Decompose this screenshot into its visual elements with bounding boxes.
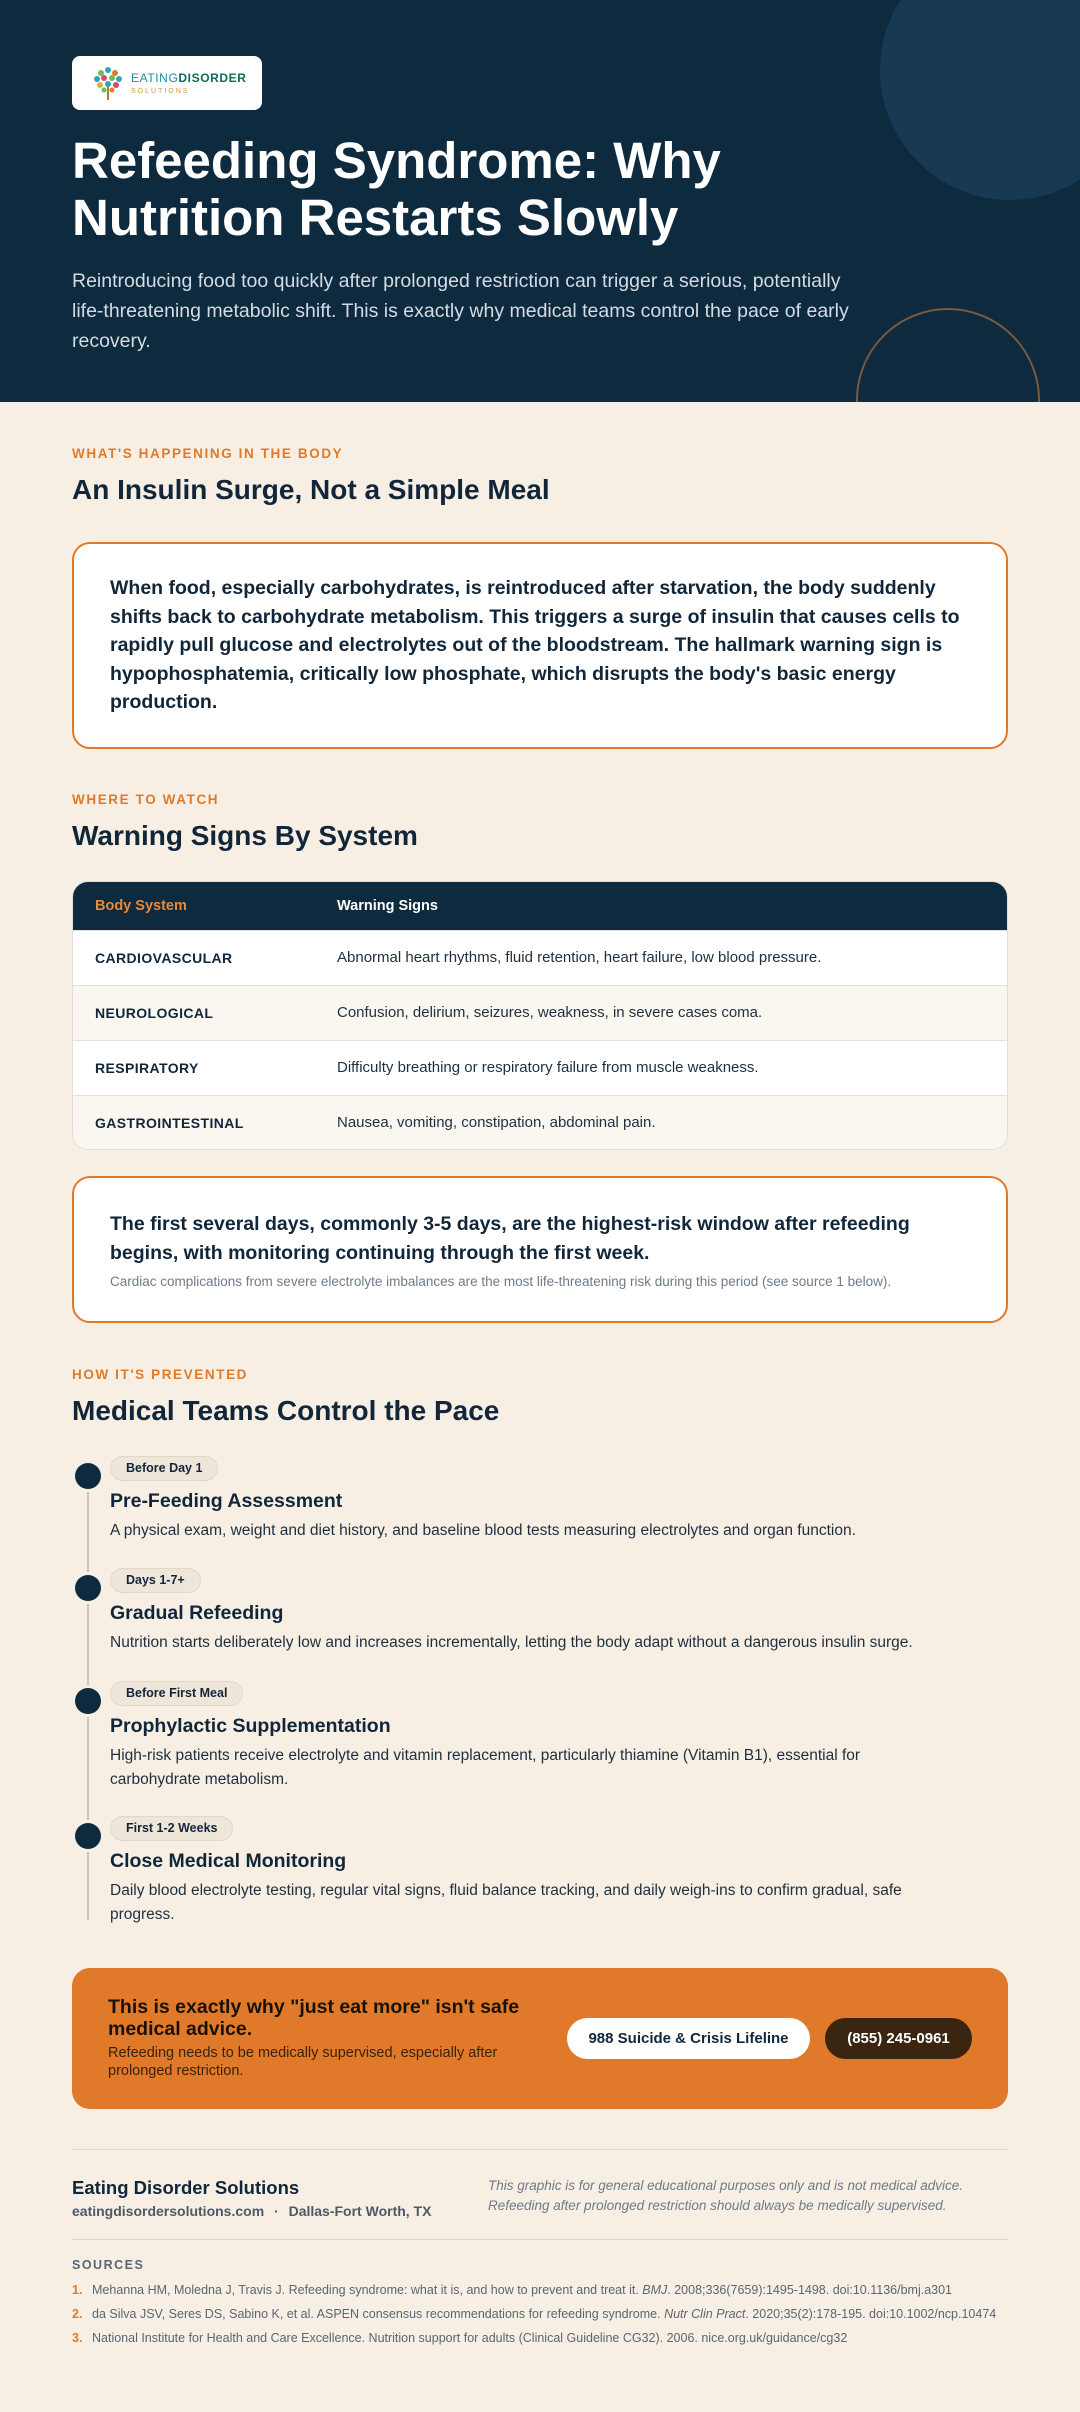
timeline-dot <box>75 1688 101 1714</box>
table-row <box>73 985 1007 1040</box>
source-item: 2. da Silva JSV, Seres DS, Sabino K, et al. ASPEN consensus recommendations for refeeding syndrome. Nutr Clin Pract. 2020;35(2):178-195. doi:10.1002/ncp.10474 <box>72 2307 997 2321</box>
page-title: Refeeding Syndrome: Why Nutrition Restarts Slowly <box>72 132 721 246</box>
section-kicker-watch: WHERE TO WATCH <box>72 792 220 807</box>
row-signs: Abnormal heart rhythms, fluid retention, heart failure, low blood pressure. <box>337 949 822 966</box>
footer-website-link[interactable]: eatingdisordersolutions.com <box>72 2203 265 2219</box>
footer-disclaimer: This graphic is for general educational purposes only and is not medical advice. Refeeding after prolonged restriction should always be medically supervised. <box>488 2178 964 2213</box>
section-title-insulin: An Insulin Surge, Not a Simple Meal <box>72 474 550 505</box>
cta-banner <box>72 1968 1008 2109</box>
row-signs: Difficulty breathing or respiratory failure from muscle weakness. <box>337 1059 759 1076</box>
row-system: RESPIRATORY <box>95 1060 199 1076</box>
table-row <box>73 1040 1007 1095</box>
logo-subtitle: SOLUTIONS <box>131 88 190 95</box>
crisis-lifeline-button[interactable]: 988 Suicide & Crisis Lifeline <box>567 2018 810 2059</box>
section-kicker-prevented: HOW IT'S PREVENTED <box>72 1367 249 1382</box>
section-title-warning-signs: Warning Signs By System <box>72 820 418 851</box>
row-system: NEUROLOGICAL <box>95 1005 214 1021</box>
column-header-body-system: Body System <box>95 898 187 914</box>
column-header-warning-signs: Warning Signs <box>337 898 438 914</box>
timeline-badge: First 1-2 Weeks <box>110 1816 233 1841</box>
timeline-badge: Before Day 1 <box>110 1456 218 1481</box>
warning-signs-table <box>72 881 1008 1150</box>
footer-separator: · <box>274 2203 279 2219</box>
cta-subtitle: Refeeding needs to be medically supervised, especially after prolonged restriction. <box>108 2045 498 2079</box>
timeline-step-title: Pre-Feeding Assessment <box>110 1490 343 1512</box>
tree-logo-icon <box>90 64 126 102</box>
row-system: GASTROINTESTINAL <box>95 1115 244 1131</box>
table-header <box>73 882 1007 930</box>
source-item: 1. Mehanna HM, Moledna J, Travis J. Refeeding syndrome: what it is, and how to prevent and treat it. BMJ. 2008;336(7659):1495-1498. doi:10.1136/bmj.a301 <box>72 2283 952 2297</box>
cta-title: This is exactly why "just eat more" isn't safe medical advice. <box>108 1996 520 2040</box>
brand-logo <box>72 56 262 110</box>
hero-intro: Reintroducing food too quickly after prolonged restriction can trigger a serious, potentially life-threatening metabolic shift. This is exactly why medical teams control the pace of early recovery. <box>72 270 849 352</box>
timeline-step-desc: Nutrition starts deliberately low and increases incrementally, letting the body adapt without a dangerous insulin surge. <box>110 1634 913 1651</box>
sources-divider <box>72 2239 1008 2240</box>
timeline-step-desc: Daily blood electrolyte testing, regular vital signs, fluid balance tracking, and daily weigh-ins to confirm gradual, safe progress. <box>110 1882 902 1923</box>
decorative-circle <box>880 0 1080 200</box>
footer-location: Dallas-Fort Worth, TX <box>288 2203 432 2219</box>
insulin-callout-text: When food, especially carbohydrates, is reintroduced after starvation, the body suddenly shifts back to carbohydrate metabolism. This triggers a surge of insulin that causes cells to rapidly pull glucose and electrolytes out of the bloodstream. The hallmark warning sign is hypophosphatemia, critically low phosphate, which disrupts the body's basic energy production. <box>110 577 960 713</box>
timeline-step-desc: A physical exam, weight and diet history, and baseline blood tests measuring electrolytes and organ function. <box>110 1522 856 1539</box>
hero-banner <box>0 0 1080 402</box>
timeline-dot <box>75 1463 101 1489</box>
timeline-badge: Before First Meal <box>110 1681 243 1706</box>
risk-window-callout <box>72 1176 1008 1323</box>
timeline-dot <box>75 1823 101 1849</box>
timeline-dot <box>75 1575 101 1601</box>
sources-heading: SOURCES <box>72 2258 145 2272</box>
phone-number-button[interactable]: (855) 245-0961 <box>825 2018 972 2059</box>
row-signs: Nausea, vomiting, constipation, abdominal pain. <box>337 1114 656 1131</box>
section-title-medical-teams: Medical Teams Control the Pace <box>72 1395 500 1426</box>
table-row <box>73 930 1007 985</box>
risk-window-text: The first several days, commonly 3-5 days, are the highest-risk window after refeeding begins, with monitoring continuing through the first week. <box>110 1213 910 1264</box>
timeline-step-title: Gradual Refeeding <box>110 1602 284 1624</box>
footer-org-name: Eating Disorder Solutions <box>72 2177 300 2198</box>
section-kicker-body: WHAT'S HAPPENING IN THE BODY <box>72 446 344 461</box>
decorative-ring <box>856 308 1040 402</box>
footer-divider <box>72 2149 1008 2150</box>
table-row <box>73 1095 1007 1150</box>
footer-contact <box>72 2203 431 2219</box>
timeline-step-desc: High-risk patients receive electrolyte and vitamin replacement, particularly thiamine (Vitamin B1), essential for carbohydrate metabolism. <box>110 1747 861 1788</box>
logo-wordmark: EATINGDISORDER <box>131 71 247 85</box>
row-system: CARDIOVASCULAR <box>95 950 233 966</box>
timeline-badge: Days 1-7+ <box>110 1568 201 1593</box>
risk-window-note: Cardiac complications from severe electrolyte imbalances are the most life-threatening risk during this period (see source 1 below). <box>110 1274 892 1289</box>
source-item: 3. National Institute for Health and Care Excellence. Nutrition support for adults (Clinical Guideline CG32). 2006. nice.org.uk/guidance/cg32 <box>72 2331 848 2345</box>
timeline-step-title: Close Medical Monitoring <box>110 1850 347 1872</box>
row-signs: Confusion, delirium, seizures, weakness, in severe cases coma. <box>337 1004 763 1021</box>
timeline-step-title: Prophylactic Supplementation <box>110 1715 391 1737</box>
insulin-callout <box>72 542 1008 749</box>
